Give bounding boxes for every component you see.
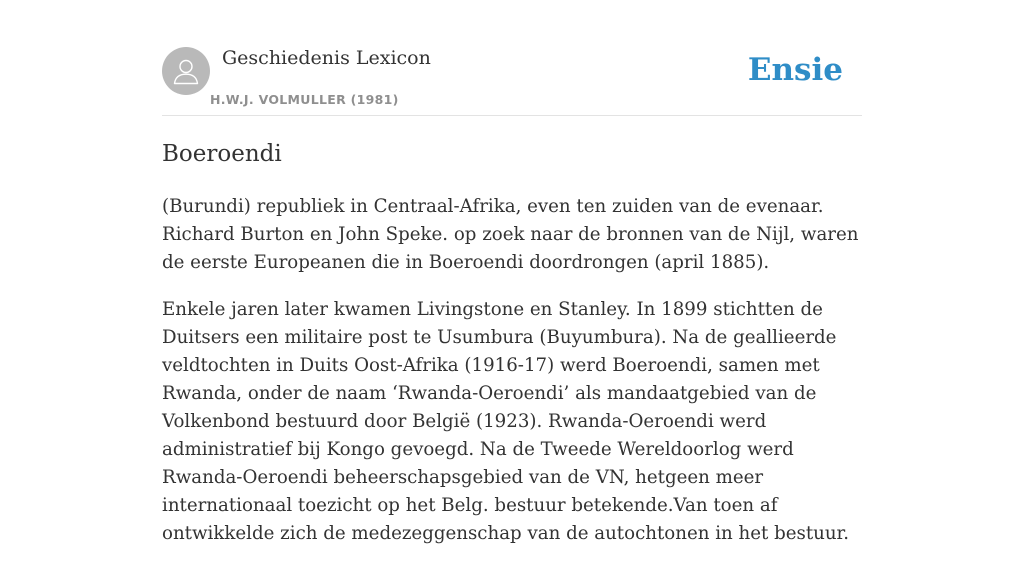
article-paragraph: Enkele jaren later kwamen Livingstone en Stanley. In 1899 stichtten de Duitsers een militaire post te Usumbura (Buyumbura). Na de geallieerde veldtochten in Duits Oost-Afrika (1916-17) werd Boeroendi, samen met Rwanda, onder de naam ‘Rwanda-Oeroendi’ als mandaatgebied van de Volkenbond bestuurd door België (1923). Rwanda-Oeroendi werd administratief bij Kongo gevoegd. Na de Tweede Wereldoorlog werd Rwanda-Oeroendi beheerschapsgebied van de VN, hetgeen meer internationaal toezicht op het Belg. bestuur betekende.Van toen af ontwikkelde zich de medezeggenschap van de autochtonen in het bestuur. xyxy=(162,299,850,544)
brand-logo[interactable]: Ensie xyxy=(747,52,843,88)
article-paragraph: (Burundi) republiek in Centraal-Afrika, even ten zuiden van de evenaar. Richard Burton en John Speke. op zoek naar de bronnen van de Nijl, waren de eerste Europeanen die in Boeroendi doordrongen (april 1885). xyxy=(162,196,859,273)
source-author[interactable]: H.W.J. VOLMULLER (1981) xyxy=(210,92,399,107)
source-header xyxy=(162,0,862,116)
user-icon xyxy=(171,56,201,86)
avatar[interactable] xyxy=(162,47,210,95)
source-title[interactable]: Geschiedenis Lexicon xyxy=(222,47,431,69)
article-body xyxy=(162,193,862,548)
article xyxy=(162,138,862,567)
article-title: Boeroendi xyxy=(162,141,282,167)
